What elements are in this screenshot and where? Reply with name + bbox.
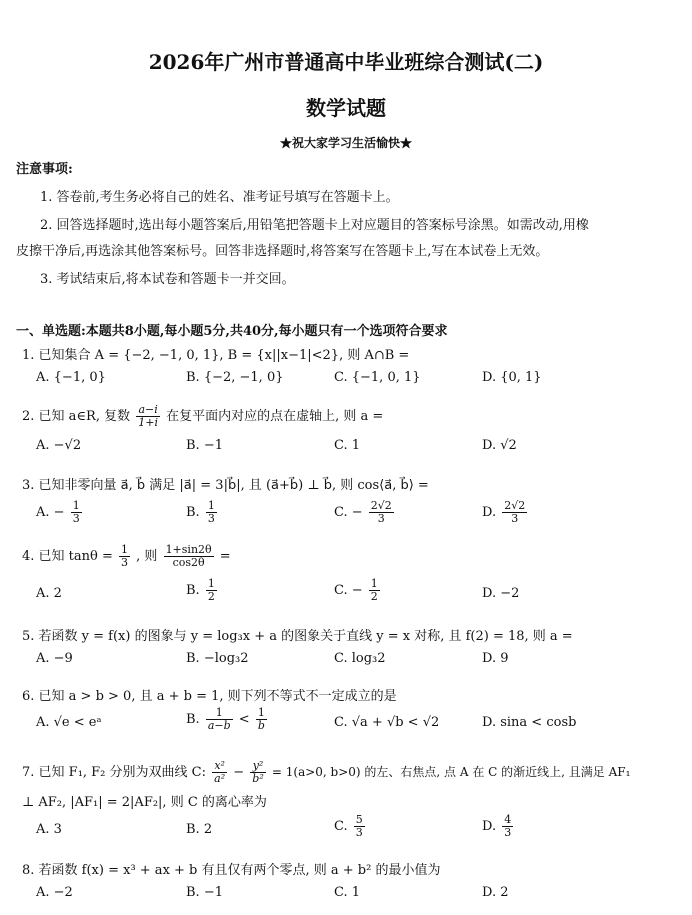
notice-item-2-cont: 皮擦干净后,再选涂其他答案标号。回答非选择题时,将答案写在答题卡上,写在本试卷上无效。	[16, 244, 549, 259]
q3-option-a	[36, 500, 84, 525]
q6-b-fraction-1	[206, 707, 233, 732]
q6-b-num: 1	[206, 707, 233, 720]
q6-b2-den: b	[257, 719, 265, 732]
q7-c-prefix: C.	[334, 819, 348, 834]
q2-frac-den: 1+i	[138, 416, 158, 429]
q6-b-mid: <	[238, 712, 250, 727]
q3-a-den: 3	[72, 512, 80, 525]
q7-stem-post: = 1(a>0, b>0) 的左、右焦点, 点 A 在 C 的渐近线上, 且满足 AF₁	[271, 765, 631, 779]
q2-option-b: B. −1	[186, 438, 223, 453]
q7-option-d	[482, 814, 515, 839]
notice-item-2: 2. 回答选择题时,选出每小题答案后,用铅笔把答题卡上对应题目的答案标号涂黑。如需改动,用橡	[40, 218, 589, 233]
q7-f2-den: b²	[252, 772, 264, 785]
q2-stem-pre: 2. 已知 a∈R, 复数	[22, 409, 131, 424]
q3-d-fraction	[502, 500, 527, 525]
q7-f2-num: y²	[250, 760, 265, 773]
exam-subtitle: 数学试题	[306, 96, 386, 120]
q3-a-prefix: A. −	[36, 505, 65, 520]
q4-f2-den: cos2θ	[172, 556, 205, 569]
q3-a-num: 1	[72, 499, 80, 512]
q1-option-a: A. {−1, 0}	[36, 370, 106, 385]
q2-frac-num: a−i	[136, 404, 160, 417]
q3-b-num: 1	[207, 499, 215, 512]
q4-option-d: D. −2	[482, 586, 520, 601]
q7-c-den: 3	[355, 826, 363, 839]
q7-stem-mid: −	[233, 765, 245, 780]
q4-b-fraction	[206, 578, 217, 603]
q7-fraction-1	[212, 760, 227, 785]
q8-option-d: D. 2	[482, 885, 509, 900]
q6-b-fraction-2	[256, 707, 267, 732]
q7-d-prefix: D.	[482, 819, 497, 834]
q4-option-c	[334, 578, 382, 603]
q3-c-den: 3	[377, 512, 385, 525]
q6-option-d: D. sina < cosb	[482, 715, 577, 730]
question-8-stem: 8. 若函数 f(x) = x³ + ax + b 有且仅有两个零点, 则 a + b² 的最小值为	[22, 863, 441, 878]
q3-option-c	[334, 500, 396, 525]
notice-item-1: 1. 答卷前,考生务必将自己的姓名、准考证号填写在答题卡上。	[40, 190, 399, 205]
q3-d-num: 2√2	[504, 499, 526, 512]
q4-stem-post: =	[219, 549, 231, 564]
q7-option-c	[334, 814, 367, 839]
q6-option-a: A. √e < eᵃ	[36, 715, 102, 730]
q4-fraction-1	[119, 544, 130, 569]
q3-c-prefix: C. −	[334, 505, 363, 520]
q4-stem-mid: , 则	[136, 549, 158, 564]
q4-b-prefix: B.	[186, 583, 200, 598]
q3-c-fraction	[369, 500, 394, 525]
q7-stem-pre: 7. 已知 F₁, F₂ 分别为双曲线 C:	[22, 765, 206, 780]
q6-option-b	[186, 707, 269, 732]
q7-d-num: 4	[504, 813, 512, 826]
q2-fraction	[136, 404, 160, 429]
q7-option-a: A. 3	[36, 822, 62, 837]
q7-d-fraction	[502, 814, 513, 839]
q7-d-den: 3	[504, 826, 512, 839]
q3-b-fraction	[206, 500, 217, 525]
notice-heading: 注意事项:	[16, 162, 73, 177]
q7-option-b: B. 2	[186, 822, 213, 837]
q8-option-a: A. −2	[36, 885, 73, 900]
q3-b-prefix: B.	[186, 505, 200, 520]
question-5-stem: 5. 若函数 y = f(x) 的图象与 y = log₃x + a 的图象关于直线 y = x 对称, 且 f(2) = 18, 则 a =	[22, 629, 573, 644]
q7-f1-num: x²	[212, 760, 227, 773]
q7-fraction-2	[250, 760, 265, 785]
q4-c-prefix: C. −	[334, 583, 363, 598]
q4-b-num: 1	[207, 577, 215, 590]
question-6-stem: 6. 已知 a > b > 0, 且 a + b = 1, 则下列不等式不一定成立的是	[22, 689, 397, 704]
q1-option-c: C. {−1, 0, 1}	[334, 370, 421, 385]
q3-d-den: 3	[511, 512, 519, 525]
q8-option-b: B. −1	[186, 885, 223, 900]
question-7-stem-line2: ⊥ AF₂, |AF₁| = 2|AF₂|, 则 C 的离心率为	[22, 795, 267, 810]
notice-item-3: 3. 考试结束后,将本试卷和答题卡一并交回。	[40, 272, 295, 287]
q6-option-c: C. √a + √b < √2	[334, 715, 440, 730]
q4-c-den: 2	[370, 590, 378, 603]
q4-b-den: 2	[207, 590, 215, 603]
q8-option-c: C. 1	[334, 885, 361, 900]
q5-option-c: C. log₃2	[334, 651, 386, 666]
q3-d-prefix: D.	[482, 505, 497, 520]
q3-c-num: 2√2	[370, 499, 392, 512]
q3-option-b	[186, 500, 219, 525]
q1-option-d: D. {0, 1}	[482, 370, 542, 385]
q6-b-den: a−b	[207, 719, 231, 732]
q7-f1-den: a²	[214, 772, 226, 785]
q2-option-d: D. √2	[482, 438, 517, 453]
exam-title: 2026年广州市普通高中毕业班综合测试(二)	[148, 50, 544, 74]
q4-c-num: 1	[370, 577, 378, 590]
question-2-stem	[22, 404, 383, 429]
q4-c-fraction	[369, 578, 380, 603]
q4-option-a: A. 2	[36, 586, 62, 601]
q4-stem-pre: 4. 已知 tanθ =	[22, 549, 113, 564]
section-heading: 一、单选题:本题共8小题,每小题5分,共40分,每小题只有一个选项符合要求	[16, 324, 448, 339]
q5-option-a: A. −9	[36, 651, 73, 666]
q7-c-num: 5	[355, 813, 363, 826]
q4-f1-den: 3	[121, 556, 129, 569]
q7-c-fraction	[354, 814, 365, 839]
q4-fraction-2	[164, 544, 214, 569]
q6-b-prefix: B.	[186, 712, 200, 727]
motto: ★祝大家学习生活愉快★	[279, 136, 412, 150]
question-7-stem	[22, 760, 630, 785]
q5-option-b: B. −log₃2	[186, 651, 249, 666]
q1-option-b: B. {−2, −1, 0}	[186, 370, 284, 385]
q4-f2-num: 1+sin2θ	[165, 543, 212, 556]
q2-stem-post: 在复平面内对应的点在虚轴上, 则 a =	[166, 409, 384, 424]
q3-b-den: 3	[207, 512, 215, 525]
q3-option-d	[482, 500, 529, 525]
q4-f1-num: 1	[121, 543, 129, 556]
question-1-stem: 1. 已知集合 A = {−2, −1, 0, 1}, B = {x||x−1|<2}, 则 A∩B =	[22, 348, 410, 363]
q5-option-d: D. 9	[482, 651, 509, 666]
q6-b2-num: 1	[256, 707, 267, 720]
question-4-stem	[22, 544, 231, 569]
q3-a-fraction	[71, 500, 82, 525]
question-3-stem: 3. 已知非零向量 a⃗, b⃗ 满足 |a⃗| = 3|b⃗|, 且 (a⃗+b⃗) ⊥ b⃗, 则 cos⟨a⃗, b⃗⟩ =	[22, 478, 429, 493]
q2-option-a: A. −√2	[36, 438, 82, 453]
q2-option-c: C. 1	[334, 438, 361, 453]
q4-option-b	[186, 578, 219, 603]
